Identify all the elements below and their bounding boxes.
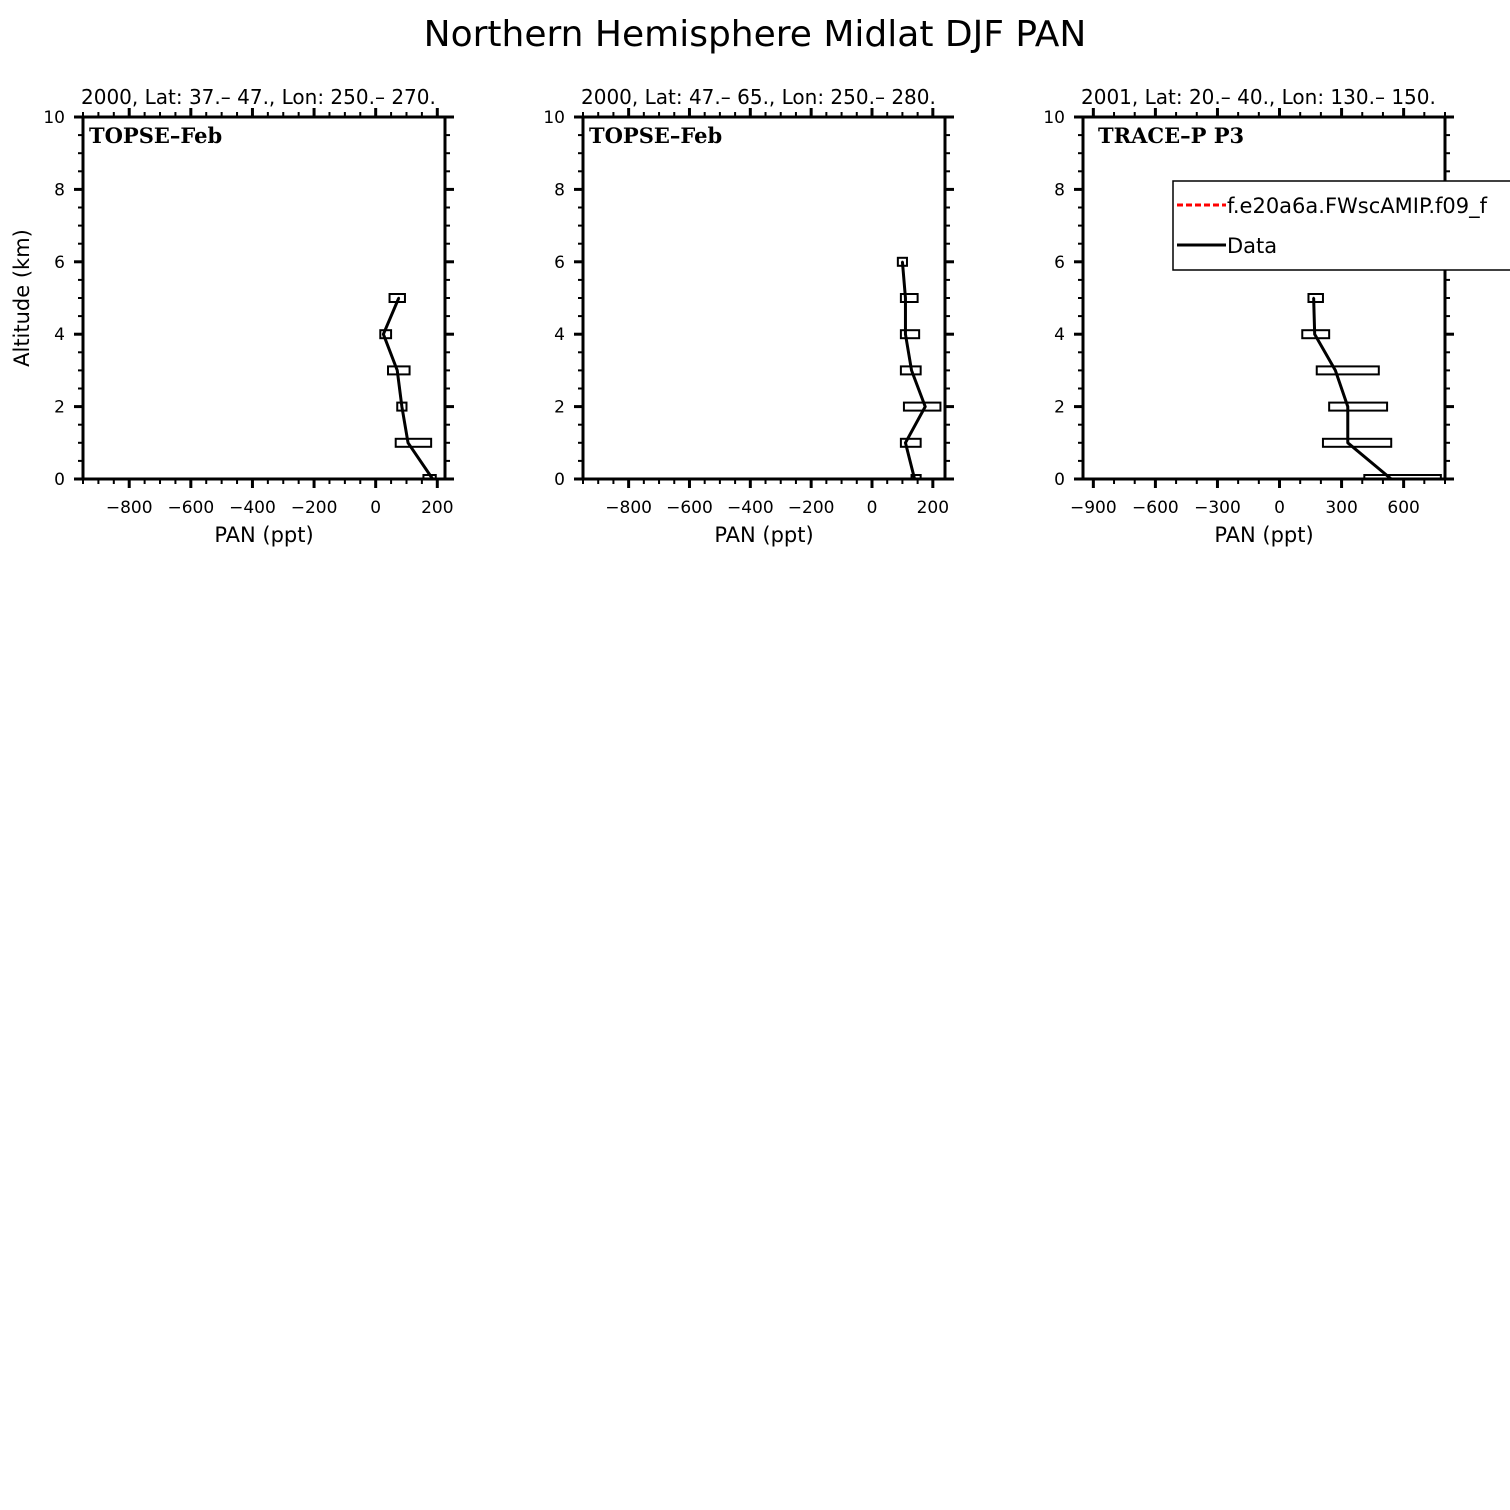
data-point [904, 297, 906, 299]
y-tick-label: 10 [43, 108, 65, 128]
panel-label: TRACE–P P3 [1098, 123, 1245, 148]
range-box [1317, 366, 1379, 374]
y-tick-label: 6 [554, 252, 565, 273]
y-tick-label: 0 [54, 470, 65, 490]
data-point [1312, 297, 1314, 299]
y-tick-label: 0 [1054, 470, 1065, 490]
x-tick-label: −400 [229, 498, 276, 518]
y-tick-label: 2 [1054, 397, 1065, 418]
y-tick-label: 8 [1054, 180, 1065, 201]
data-point [1313, 333, 1315, 335]
data-point [910, 369, 912, 371]
range-box [1364, 475, 1441, 479]
y-tick-label: 10 [543, 108, 565, 128]
figure-title: Northern Hemisphere Midlat DJF PAN [423, 14, 1087, 55]
x-tick-label: −800 [605, 498, 652, 518]
panel-label: TOPSE–Feb [89, 123, 223, 148]
x-axis-label: PAN (ppt) [714, 523, 814, 547]
data-point [1334, 369, 1336, 371]
x-tick-label: −300 [1194, 498, 1241, 518]
range-box [901, 439, 921, 447]
data-point [398, 297, 400, 299]
plot-frame [583, 117, 945, 479]
data-point [382, 333, 384, 335]
x-tick-label: 200 [916, 498, 950, 518]
range-box [1329, 403, 1387, 411]
series-line [1314, 298, 1392, 479]
range-box [1308, 294, 1322, 302]
data-point [904, 333, 906, 335]
x-tick-label: 0 [370, 498, 382, 518]
x-tick-label: −900 [1069, 498, 1117, 518]
x-tick-label: 300 [1325, 498, 1358, 518]
range-box [1323, 439, 1391, 447]
chart-panel-3 [1043, 85, 1510, 547]
panel-subtitle: 2000, Lat: 47.– 65., Lon: 250.– 280. [581, 85, 936, 109]
range-box [901, 330, 919, 338]
legend [1173, 181, 1510, 270]
panel-subtitle: 2000, Lat: 37.– 47., Lon: 250.– 270. [81, 85, 436, 109]
x-tick-label: −200 [290, 498, 338, 518]
panel-subtitle: 2001, Lat: 20.– 40., Lon: 130.– 150. [1081, 85, 1436, 109]
x-tick-label: 600 [1387, 498, 1420, 518]
plot-frame [83, 117, 445, 479]
y-tick-label: 8 [554, 180, 565, 201]
data-point [1347, 405, 1349, 407]
data-point [1347, 442, 1349, 444]
data-point [901, 261, 903, 263]
data-point [431, 478, 433, 480]
x-tick-label: 0 [866, 498, 878, 518]
x-tick-label: −800 [105, 498, 153, 518]
y-tick-label: 2 [54, 397, 65, 418]
range-box [396, 439, 431, 447]
y-tick-label: 4 [1054, 325, 1065, 346]
legend-entry: Data [1227, 234, 1278, 258]
legend-entry: f.e20a6a.FWscAMIP.f09_f [1227, 194, 1488, 218]
x-axis-label: PAN (ppt) [214, 523, 314, 547]
panel-label: TOPSE–Feb [589, 123, 723, 148]
y-tick-label: 6 [54, 252, 65, 273]
x-tick-label: −600 [1132, 498, 1179, 518]
x-tick-label: 200 [421, 498, 454, 518]
x-tick-label: −600 [666, 498, 713, 518]
x-tick-label: 0 [1274, 498, 1285, 518]
y-tick-label: 6 [1054, 252, 1065, 273]
y-tick-label: 2 [554, 397, 565, 418]
y-tick-label: 4 [554, 325, 565, 346]
data-point [924, 405, 926, 407]
data-point [407, 442, 409, 444]
x-tick-label: −400 [726, 498, 774, 518]
chart-panel-2 [543, 85, 954, 547]
x-axis-label: PAN (ppt) [1214, 523, 1314, 547]
plot-frame [1083, 117, 1445, 479]
y-tick-label: 10 [1043, 108, 1065, 128]
data-point [904, 442, 906, 444]
y-tick-label: 0 [554, 470, 565, 490]
figure-ylabel: Altitude (km) [10, 229, 34, 367]
panels [43, 85, 1510, 547]
chart-panel-1 [43, 85, 454, 547]
data-point [401, 405, 403, 407]
data-point [396, 369, 398, 371]
x-tick-label: −200 [787, 498, 835, 518]
y-tick-label: 8 [54, 180, 65, 201]
data-point [1390, 478, 1392, 480]
range-box [901, 294, 918, 302]
data-point [913, 478, 915, 480]
x-tick-label: −600 [167, 498, 215, 518]
series-line [383, 298, 432, 479]
y-tick-label: 4 [54, 325, 65, 346]
